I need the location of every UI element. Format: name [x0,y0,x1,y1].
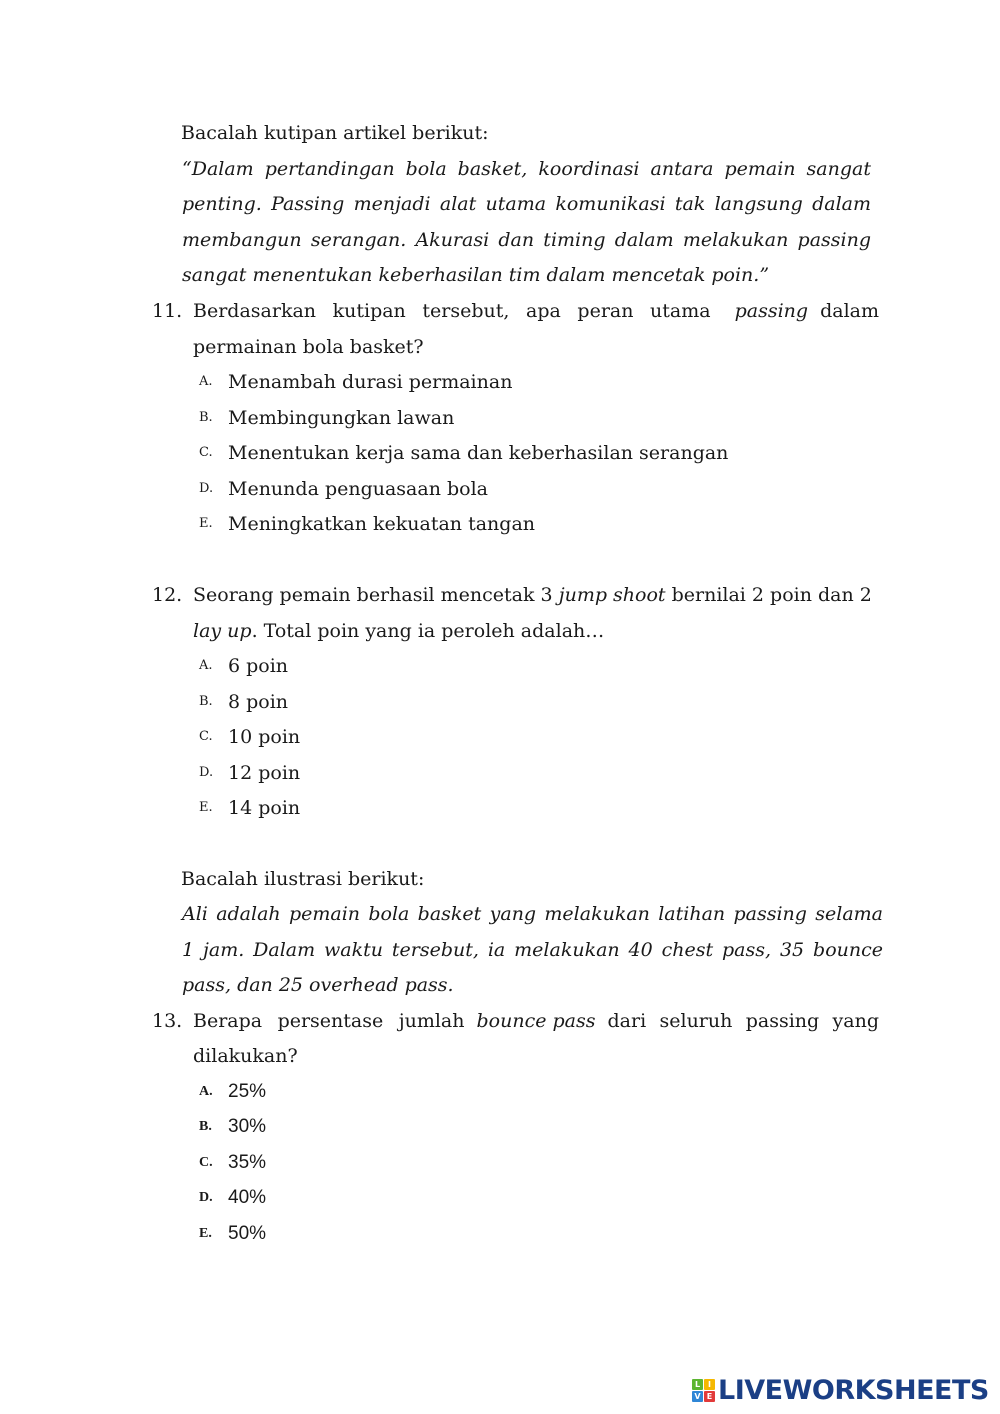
option-text: Meningkatkan kekuatan tangan [228,513,536,535]
option-letter: D. [199,765,214,780]
liveworksheets-logo-icon [692,1379,715,1402]
option-text: 50% [228,1223,267,1244]
option-letter: C. [199,445,213,460]
option-letter: E. [199,1226,212,1241]
liveworksheets-logo[interactable] [692,1375,989,1405]
option-letter: A. [199,658,213,673]
option-text: 8 poin [228,691,289,713]
liveworksheets-logo-text: LIVEWORKSHEETS [718,1374,989,1406]
option-letter: E. [199,800,213,815]
option-letter: C. [199,729,213,744]
option-text: 6 poin [228,655,289,677]
option-letter: E. [199,516,213,531]
option-text: Menunda penguasaan bola [228,478,488,500]
question-12-text [193,583,872,607]
option-letter: B. [199,694,213,709]
question-11-text-part: Berdasarkan kutipan tersebut, apa peran utama [193,300,711,322]
passage1-line: penting. Passing menjadi alat utama komunikasi tak langsung dalam [182,193,871,215]
passage2-line: 1 jam. Dalam waktu tersebut, ia melakukan 40 chest pass, 35 bounce [182,939,883,961]
option-text: Menentukan kerja sama dan keberhasilan serangan [228,442,729,464]
question-11-text-part: dalam [820,300,879,322]
option-text: Membingungkan lawan [228,407,455,429]
option-letter: D. [199,481,214,496]
question-12-text-line2 [193,619,604,643]
option-letter: B. [199,410,213,425]
question-12-term: lay up [193,620,252,642]
logo-cell-e: E [704,1391,715,1402]
option-text: 25% [228,1081,267,1102]
question-11-text-line2: permainan bola basket? [193,336,424,358]
option-text: 30% [228,1116,267,1137]
passage2-line: pass, dan 25 overhead pass. [182,974,454,996]
passage1-line: “Dalam pertandingan bola basket, koordinasi antara pemain sangat [182,158,871,180]
passage2-intro: Bacalah ilustrasi berikut: [181,868,425,890]
option-text: 40% [228,1187,267,1208]
question-12-term: jump shoot [558,584,666,606]
logo-cell-l: L [692,1379,703,1390]
question-13-text [193,1009,879,1033]
question-11-term: passing [734,300,809,322]
passage1-line: membangun serangan. Akurasi dan timing dalam melakukan passing [182,229,871,251]
option-letter: A. [199,1084,213,1099]
question-13-text-part: dari seluruh passing yang [607,1010,879,1032]
option-letter: D. [199,1190,213,1205]
question-12-number: 12. [152,584,183,606]
question-13-text-part: Berapa persentase jumlah [193,1010,465,1032]
option-text: 10 poin [228,726,301,748]
question-12-text-part: Seorang pemain berhasil mencetak 3 [193,584,553,606]
question-11-text [193,299,879,323]
option-text: 35% [228,1152,267,1173]
passage1-intro: Bacalah kutipan artikel berikut: [181,122,489,144]
option-text: 12 poin [228,762,301,784]
question-12-text-part: bernilai 2 poin dan 2 [671,584,872,606]
logo-cell-i: I [704,1379,715,1390]
option-letter: C. [199,1155,213,1170]
option-letter: A. [199,374,213,389]
question-13-number: 13. [152,1010,183,1032]
question-11-number: 11. [152,300,183,322]
passage2-line: Ali adalah pemain bola basket yang melakukan latihan passing selama [182,903,883,925]
passage1-line: sangat menentukan keberhasilan tim dalam mencetak poin.” [182,264,770,286]
option-letter: B. [199,1119,212,1134]
question-13-text-line2: dilakukan? [193,1045,298,1067]
logo-cell-v: V [692,1391,703,1402]
option-text: Menambah durasi permainan [228,371,513,393]
option-text: 14 poin [228,797,301,819]
question-13-term: bounce pass [476,1010,596,1032]
question-12-text-part: . Total poin yang ia peroleh adalah… [251,620,605,642]
